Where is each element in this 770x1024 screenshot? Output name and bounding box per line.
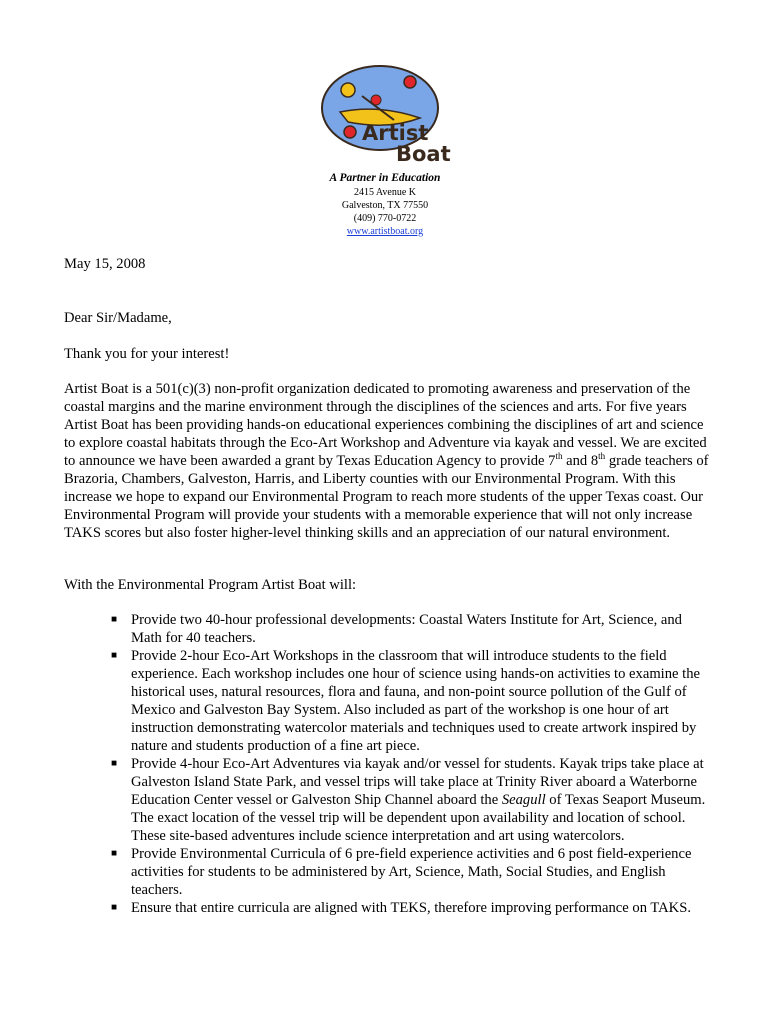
program-list [64, 611, 714, 917]
list-item [64, 755, 714, 845]
para-text-b: and 8 [562, 453, 599, 469]
list-item-text: Provide 2-hour Eco-Art Workshops in the classroom that will introduce students to the field experience. Each workshop includes one hour of science using hands-on activities to examine the historical uses, natural resources, flora and fauna, and non-point source pollution of the Gulf of Mexico and Galveston Bay System. Also included as part of the workshop is one hour of art instruction demonstrating watercolor materials and techniques used to create artwork inspired by nature and students production of a fine art piece. [131, 648, 700, 754]
artist-boat-logo-icon [318, 60, 460, 170]
website-link[interactable]: www.artistboat.org [346, 226, 424, 237]
seagull-vessel-name: Seagull [501, 792, 546, 808]
para-sup-th-1: th [555, 451, 563, 461]
tagline: A Partner in Education [329, 172, 441, 184]
thanks-line: Thank you for your interest! [64, 346, 230, 362]
para-text-a: Artist Boat is a 501(c)(3) non-profit organization dedicated to promoting awareness and preservation of the coastal margins and the marine environment through the disciplines of the sciences and arts. For five years Artist Boat has been providing hands-on educational experiences combining the disciplines of art and science to explore coastal habitats through the Eco-Art Workshop and Adventure via kayak and vessel. We are excited to announce we have been awarded a grant by Texas Education Agency to provide 7 [64, 381, 707, 469]
paint-dot-yellow [341, 83, 355, 97]
list-item-text-b: of Texas Seaport Museum. The exact location of the vessel trip will be dependent upon availability and location of school. These site-based adventures include science interpretation and art using watercolors. [131, 792, 706, 844]
list-item [64, 611, 714, 647]
list-item-text: Provide Environmental Curricula of 6 pre-field experience activities and 6 post field-experience activities for students to be administered by Art, Science, Math, Social Studies, and English teachers. [131, 846, 692, 898]
bullet-icon: ■ [111, 758, 118, 769]
logo-word-artist: Artist [362, 121, 429, 145]
list-item-text: Provide two 40-hour professional developments: Coastal Waters Institute for Art, Science, and Math for 40 teachers. [131, 612, 682, 646]
para-text-c: grade teachers of Brazoria, Chambers, Galveston, Harris, and Liberty counties with our Environmental Program. With this increase we hope to expand our Environmental Program to reach more students of the upper Texas coast. Our Environmental Program will provide your students with a memorable experience that will not only increase TAKS scores but also foster higher-level thinking skills and an appreciation of our natural environment. [64, 453, 709, 541]
address-city: Galveston, TX 77550 [341, 200, 429, 211]
salutation: Dear Sir/Madame, [64, 310, 172, 326]
logo-word-boat: Boat [396, 142, 451, 166]
list-item [64, 845, 714, 899]
bullet-icon: ■ [111, 650, 118, 661]
list-item-text-a: Provide 4-hour Eco-Art Adventures via kayak and/or vessel for students. Kayak trips take place at Galveston Island State Park, and vessel trips will take place at Trinity River aboard a Waterborne Education Center vessel or Galveston Ship Channel aboard the [131, 756, 704, 808]
letter-date: May 15, 2008 [64, 256, 146, 272]
phone-number: (409) 770-0722 [353, 213, 417, 224]
list-item [64, 899, 714, 917]
bullet-icon: ■ [111, 902, 118, 913]
list-item-text: Ensure that entire curricula are aligned with TEKS, therefore improving performance on TAKS. [131, 900, 691, 916]
paint-dot-red-2 [344, 126, 356, 138]
address-street: 2415 Avenue K [353, 187, 417, 198]
bullet-icon: ■ [111, 614, 118, 625]
bullet-icon: ■ [111, 848, 118, 859]
program-intro: With the Environmental Program Artist Boat will: [64, 577, 357, 593]
para-sup-th-2: th [598, 451, 606, 461]
list-item [64, 647, 714, 755]
letterhead [250, 172, 520, 238]
intro-paragraph [64, 380, 714, 542]
paint-dot-red [404, 76, 416, 88]
